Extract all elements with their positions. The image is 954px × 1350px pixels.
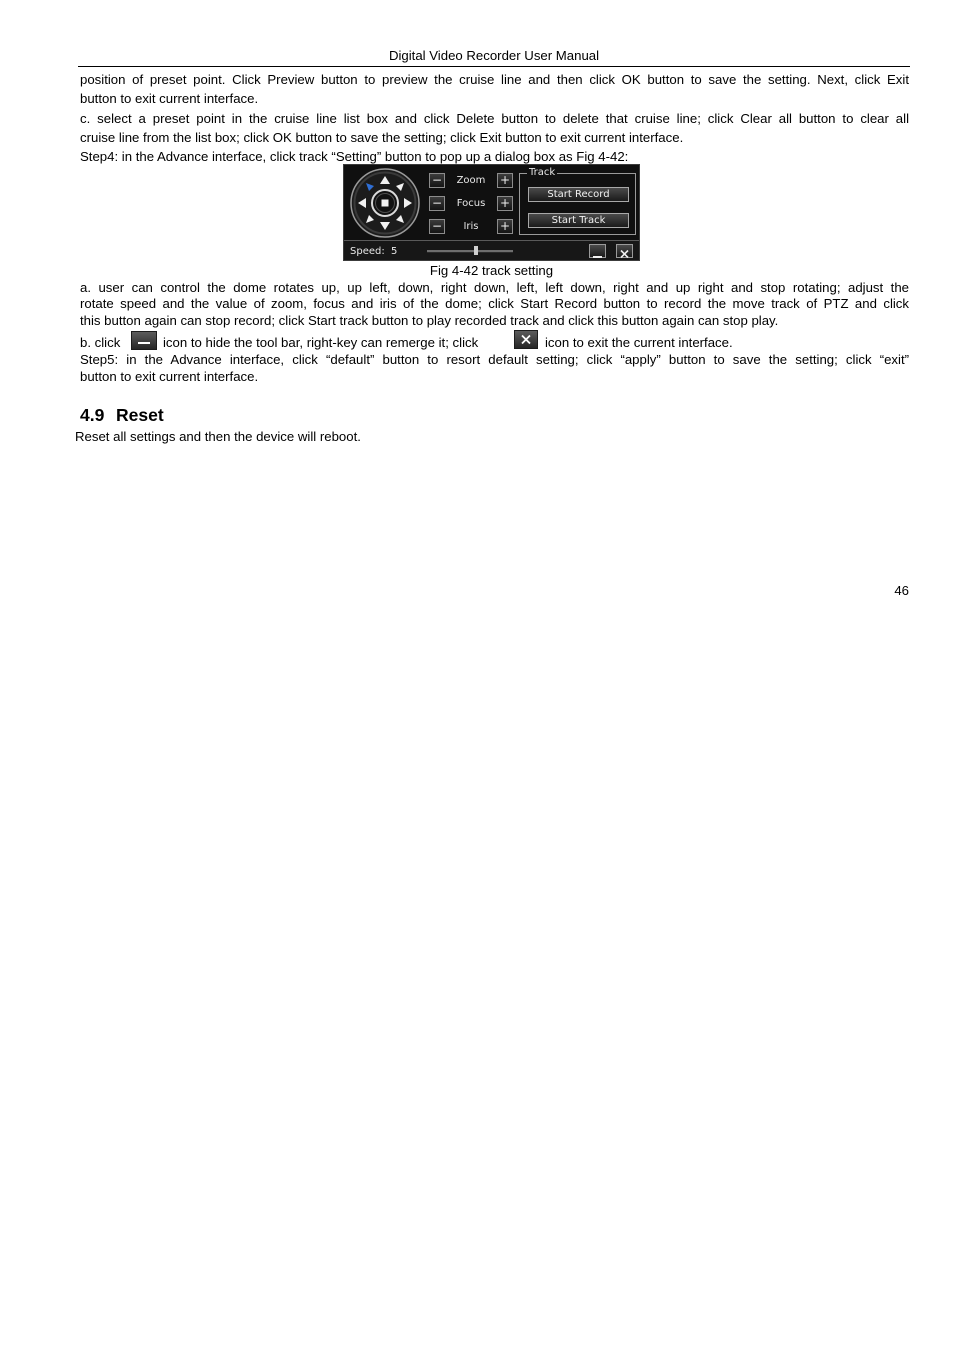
running-header: Digital Video Recorder User Manual bbox=[388, 48, 600, 63]
step4-text: Step4: in the Advance interface, click track “Setting” button to pop up a dialog box as Fig 4-42: bbox=[80, 149, 629, 164]
paragraph-line: this button again can stop record; click Start track button to play recorded track and click this button again can stop play. bbox=[80, 313, 779, 328]
header-rule bbox=[78, 66, 910, 67]
zoom-minus-button[interactable]: − bbox=[429, 173, 445, 188]
figure-caption: Fig 4-42 track setting bbox=[429, 263, 554, 278]
zoom-label: Zoom bbox=[456, 175, 486, 186]
track-setting-panel bbox=[343, 164, 640, 261]
minimize-button[interactable] bbox=[589, 244, 606, 258]
paragraph-line: a. user can control the dome rotates up, up left, down, right down, left, left down, right and up right and stop rotating; adjust the bbox=[80, 280, 909, 295]
paragraph-line: button to exit current interface. bbox=[80, 91, 259, 106]
item-b-text: icon to hide the tool bar, right-key can remerge it; click bbox=[163, 335, 479, 350]
close-icon bbox=[514, 330, 538, 349]
section-number: 4.9 bbox=[80, 405, 105, 425]
section-title: Reset bbox=[116, 405, 164, 425]
focus-label: Focus bbox=[456, 198, 486, 209]
item-b-text: icon to exit the current interface. bbox=[545, 335, 733, 350]
close-button[interactable] bbox=[616, 244, 633, 258]
minimize-icon bbox=[131, 331, 157, 350]
paragraph-line: button to exit current interface. bbox=[80, 369, 259, 384]
speed-slider-track[interactable] bbox=[427, 250, 513, 253]
focus-plus-button[interactable]: + bbox=[497, 196, 513, 211]
start-record-button[interactable]: Start Record bbox=[528, 187, 629, 202]
page-number: 46 bbox=[894, 583, 909, 598]
iris-label: Iris bbox=[463, 221, 479, 232]
paragraph-line: c. select a preset point in the cruise line list box and click Delete button to delete that cruise line; click Clear all button to clear all bbox=[80, 111, 909, 126]
section-body: Reset all settings and then the device will reboot. bbox=[75, 429, 361, 444]
ptz-joystick[interactable] bbox=[349, 167, 421, 239]
item-b-text: b. click bbox=[80, 335, 121, 350]
minimize-icon bbox=[590, 248, 605, 260]
close-icon bbox=[617, 248, 632, 260]
paragraph-line: position of preset point. Click Preview button to preview the cruise line and then click OK button to save the setting. Next, click Exit bbox=[80, 72, 909, 87]
iris-minus-button[interactable]: − bbox=[429, 219, 445, 234]
speed-value: 5 bbox=[391, 246, 398, 257]
paragraph-line: cruise line from the list box; click OK button to save the setting; click Exit button to exit current interface. bbox=[80, 130, 684, 145]
speed-label: Speed: bbox=[350, 246, 385, 257]
stop-icon bbox=[382, 200, 389, 207]
iris-plus-button[interactable]: + bbox=[497, 219, 513, 234]
track-group-title: Track bbox=[529, 167, 556, 178]
start-track-button[interactable]: Start Track bbox=[528, 213, 629, 228]
focus-minus-button[interactable]: − bbox=[429, 196, 445, 211]
paragraph-line: Step5: in the Advance interface, click “default” button to resort default setting; click “apply” button to save the setting; click “exit” bbox=[80, 352, 909, 367]
paragraph-line: rotate speed and the value of zoom, focus and iris of the dome; click Start Record button to record the move track of PTZ and click bbox=[80, 296, 909, 311]
zoom-plus-button[interactable]: + bbox=[497, 173, 513, 188]
speed-slider-thumb[interactable] bbox=[474, 246, 478, 255]
